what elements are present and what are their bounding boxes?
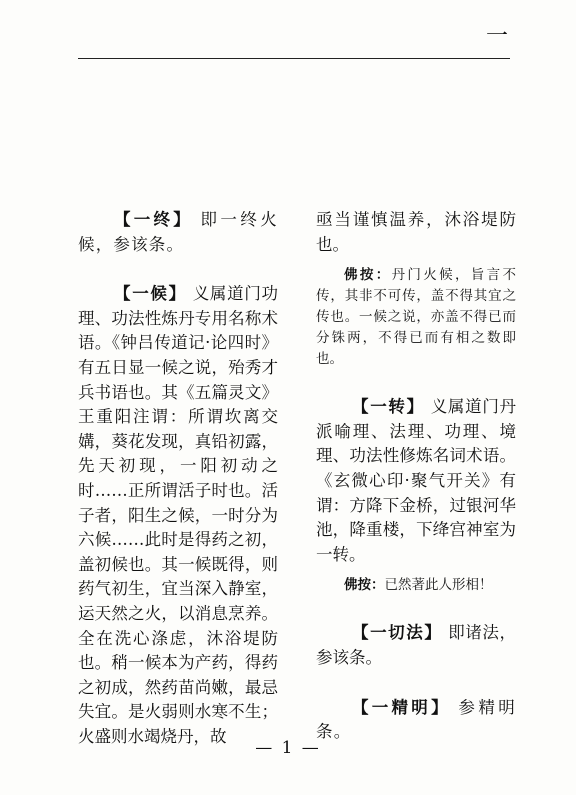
entry-head: 【一切法】 <box>352 623 443 643</box>
entry-head: 【一终】 <box>114 210 193 229</box>
entry-body: 义属道门丹派喻理、法理、功理、境理、功法性修炼名词术语。《玄微心印·聚气开关》有谓：方降下金桥，过银河华池，降重楼，下绛宫神室为一转。 <box>316 397 517 564</box>
note-label: 佛按： <box>344 577 385 594</box>
entry-body: 义属道门功理、功法性炼丹专用名称术语。《钟吕传道记·论四时》有五日显一候之说，殆秀才兵书语也。其《五篇灵文》王重阳注谓：所谓坎离交媾，葵花发现，真铅初露，先天初现，一阳初动之时……正所谓活子时也。活子者，阳生之候，一时分为六候……此时是得药之初，盖初候也。其一候既得，则药气初生，宜当深入静室，运天然之火，以消息烹养。全在洗心涤虑，沐浴堤防也。稍一候本为产药，得药之初成，然药苗尚嫩，最忌失宜。是火弱则水寒不生；火盛则水竭烧丹，故 <box>78 284 279 746</box>
page-number: — 1 — <box>255 738 321 758</box>
note-label: 佛按： <box>344 267 392 284</box>
page-header-char: 一 <box>486 24 509 49</box>
right-column <box>316 208 516 745</box>
entry-body: 参精明条。 <box>316 697 516 742</box>
note-text: 丹门火候，旨言不传，其非不可传，盖不得其宜之传也。一候之说，亦盖不得已而分铢两，不得已而有相之数即也。 <box>316 267 517 368</box>
entry-head: 【一转】 <box>352 397 425 417</box>
entry-body: 即诸法，参该条。 <box>316 623 517 667</box>
entry-head: 【一精明】 <box>352 697 451 717</box>
entry-yizhong <box>78 208 278 257</box>
entry-head: 【一候】 <box>114 284 187 304</box>
entry-yihou <box>78 282 278 749</box>
entry-body: 即一终火候，参该条。 <box>78 210 278 254</box>
left-column <box>78 208 278 749</box>
note-fo-an-2 <box>316 575 516 596</box>
entry-continuation: 亟当谨慎温养，沐浴堤防也。 <box>316 210 516 254</box>
header-rule <box>78 58 510 59</box>
note-text: 已然著此人形相！ <box>384 577 493 594</box>
entry-yizhuan <box>316 395 516 567</box>
note-fo-an-1 <box>316 265 516 370</box>
entry-yiqiefa <box>316 621 516 670</box>
